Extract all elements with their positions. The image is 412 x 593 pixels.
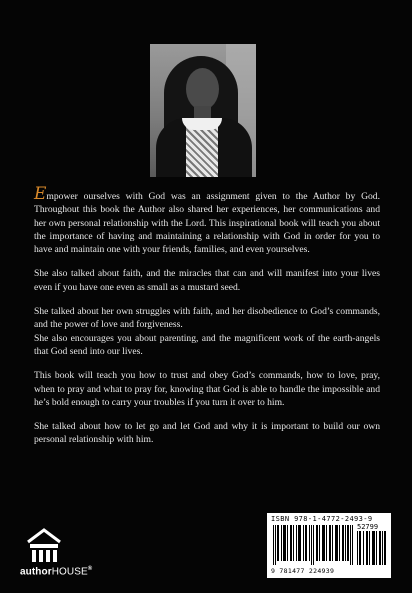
ean-number: 9 781477 224939 [271, 567, 335, 575]
blurb-paragraph-3: She talked about her own struggles with faith, and her disobedience to God’s commands, and the power of love and forgiveness. [34, 306, 380, 331]
blurb-paragraph-1: Empower ourselves with God was an assignment given to the Author by God. Throughout this book the Author also shared her experiences, her communications and her own personal relationship with the Lord. This inspirational book will teach you about the importance of having and maintaining a relationship with God in order for you to have and maintain one with your friends, families, and even yourselves. [34, 184, 380, 256]
price-code: 52799 [357, 523, 379, 531]
isbn-barcode [267, 513, 391, 578]
ean-barcode [273, 525, 353, 565]
publisher-name: authorHOUSE® [20, 566, 93, 578]
blurb-paragraph-6: She talked about how to let go and let God and why it is important to build our own personal relationship with him. [34, 421, 380, 446]
authorhouse-logo-icon [24, 528, 64, 564]
drop-cap: E [34, 184, 47, 204]
publisher-logo [20, 528, 100, 578]
price-barcode [357, 531, 387, 565]
back-cover-blurb [34, 184, 380, 458]
isbn-label: ISBN 978-1-4772-2493-9 [271, 515, 373, 523]
blurb-paragraph-2: She also talked about faith, and the miracles that can and will manifest into your lives even if you have one even as small as a mustard seed. [34, 268, 380, 293]
blurb-paragraph-4: She also encourages you about parenting, and the magnificent work of the earth-angels that God send into our lives. [34, 332, 380, 357]
author-photo [150, 44, 256, 177]
blurb-paragraph-5: This book will teach you how to trust and obey God’s commands, how to love, pray, when to pray and what to pray for, knowing that God is able to handle the impossible and he’s bold enough to carry your troubles if you turn it over to him. [34, 370, 380, 408]
